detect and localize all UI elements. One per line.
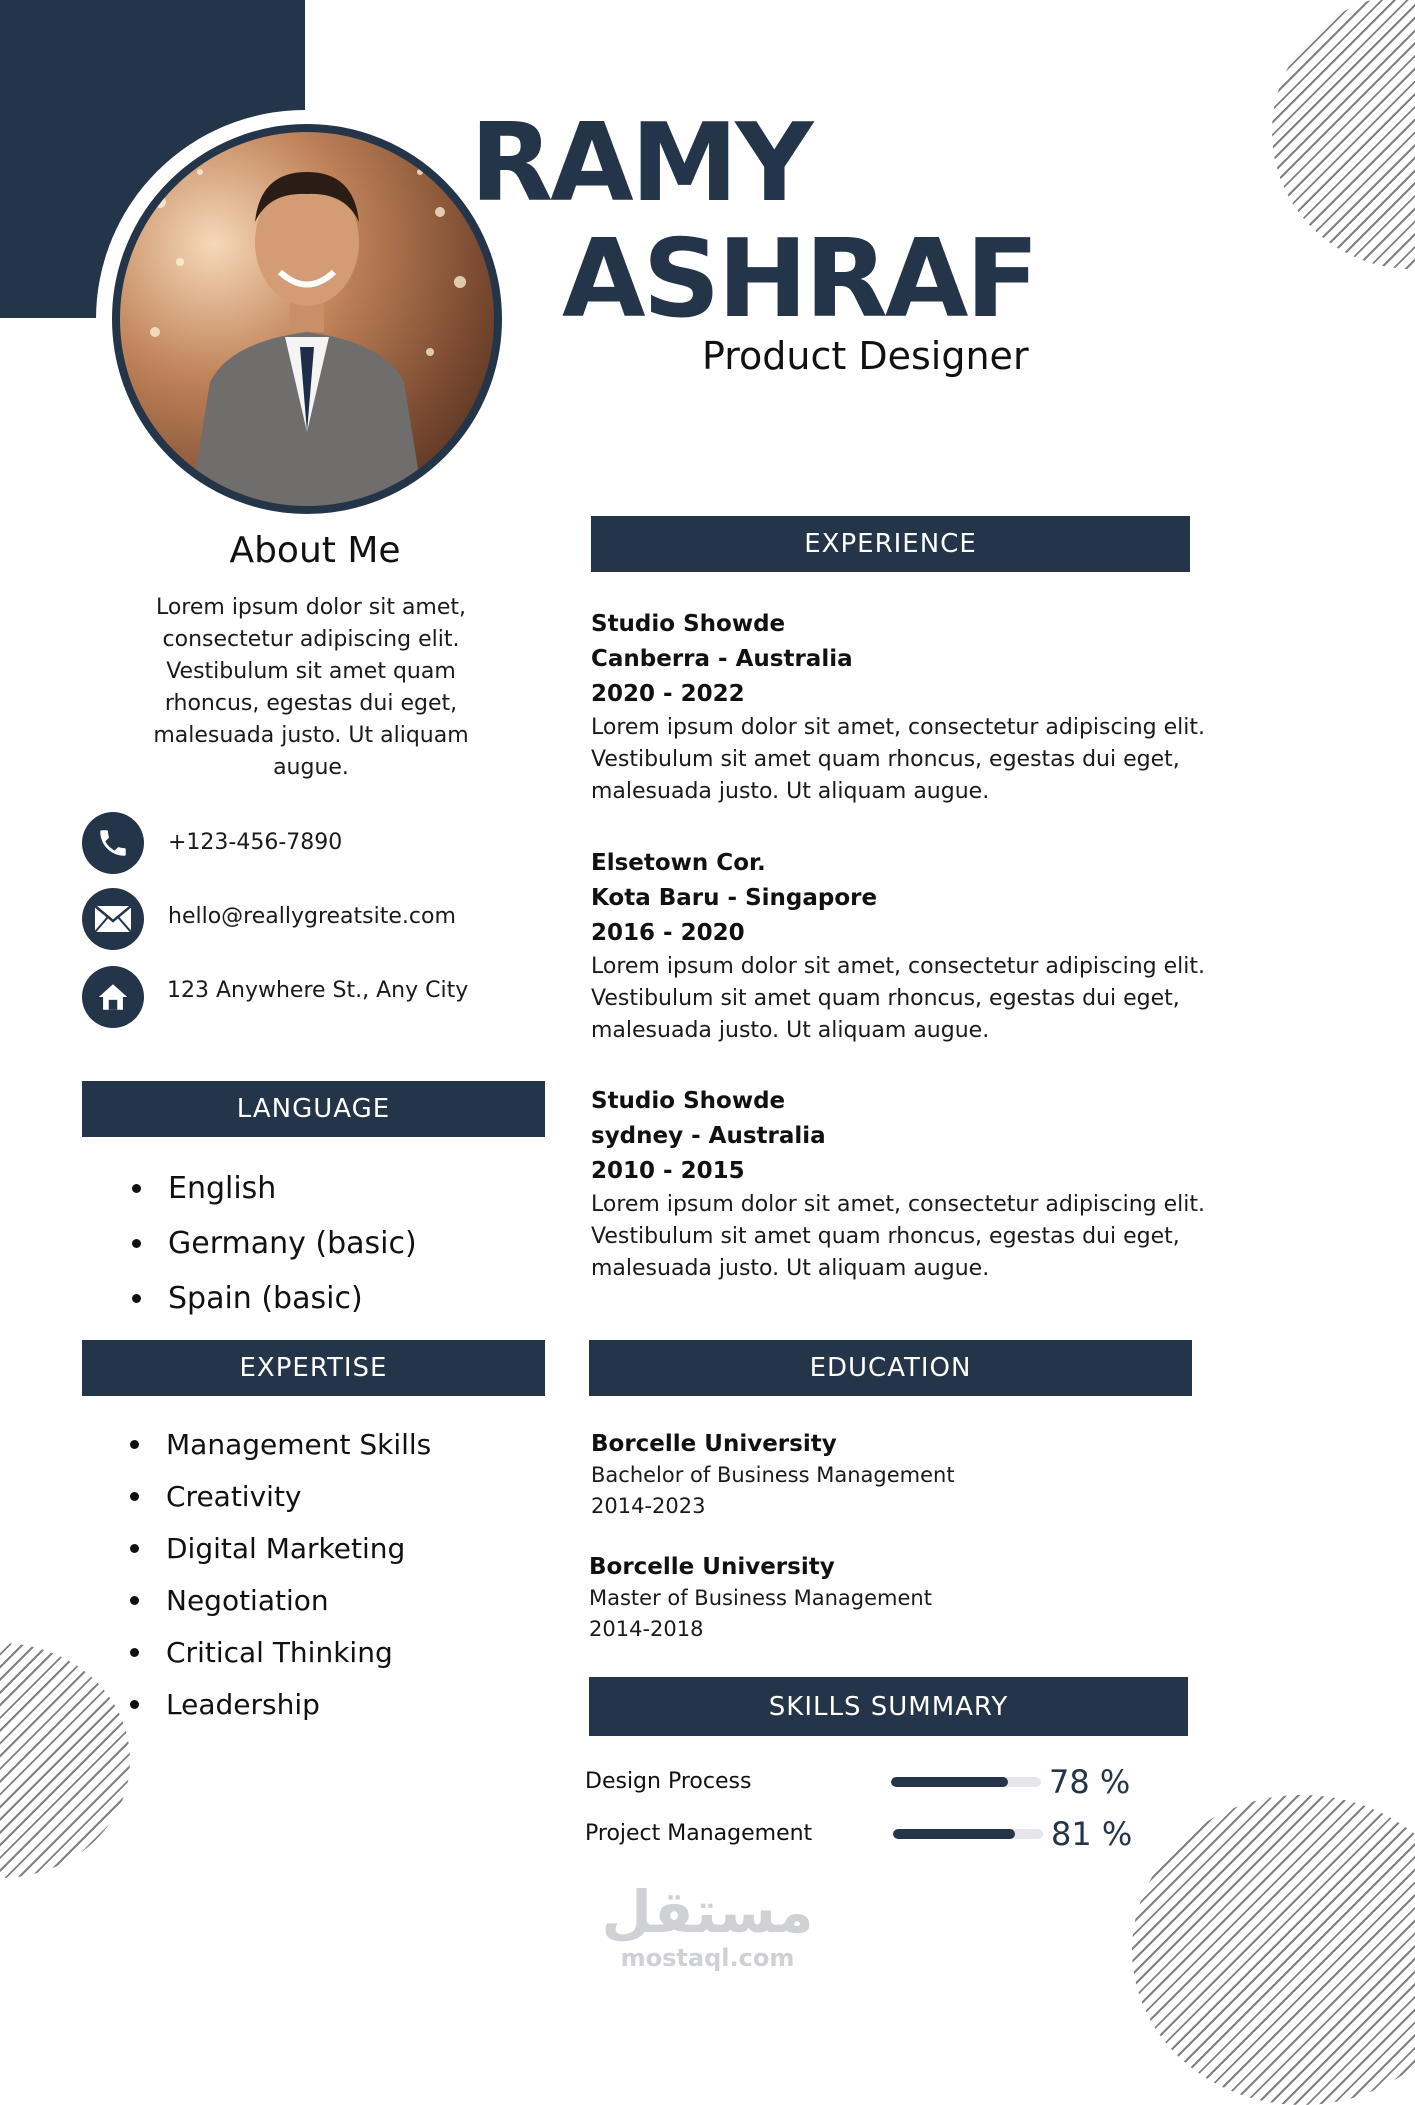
watermark-logo: مستقل bbox=[601, 1878, 814, 1946]
contact-address: 123 Anywhere St., Any City bbox=[167, 978, 469, 1003]
experience-entry-1 bbox=[591, 607, 1231, 808]
hatched-circle-bottom-left bbox=[0, 1643, 130, 1878]
phone-icon bbox=[82, 812, 144, 874]
watermark-url: mostaql.com bbox=[620, 1944, 795, 1972]
education-entry-2 bbox=[589, 1551, 932, 1645]
language-bar bbox=[82, 1081, 545, 1137]
education-years: 2014-2023 bbox=[591, 1494, 706, 1518]
job-years: 2010 - 2015 bbox=[591, 1158, 745, 1184]
job-years: 2016 - 2020 bbox=[591, 920, 745, 946]
education-school: Borcelle University bbox=[589, 1554, 835, 1580]
skill-percent: 81 % bbox=[1051, 1815, 1133, 1853]
education-bar bbox=[589, 1340, 1192, 1396]
about-heading: About Me bbox=[229, 530, 401, 571]
job-description-line: Lorem ipsum dolor sit amet, consectetur adipiscing elit. bbox=[591, 954, 1205, 979]
job-description bbox=[591, 951, 1231, 1047]
job-description-line: malesuada justo. Ut aliquam augue. bbox=[591, 1256, 990, 1281]
skill-fill bbox=[891, 1777, 1008, 1787]
job-description-line: Vestibulum sit amet quam rhoncus, egestas dui eget, bbox=[591, 986, 1180, 1011]
education-heading: EDUCATION bbox=[809, 1353, 972, 1383]
job-location: Kota Baru - Singapore bbox=[591, 885, 878, 911]
list-item: Germany (basic) bbox=[132, 1216, 417, 1271]
job-location: sydney - Australia bbox=[591, 1123, 826, 1149]
about-line: malesuada justo. Ut aliquam bbox=[153, 723, 469, 748]
about-line: Vestibulum sit amet quam bbox=[166, 659, 456, 684]
hatched-circle-top-right bbox=[1272, 0, 1415, 269]
list-item: English bbox=[132, 1161, 417, 1216]
skill-track bbox=[891, 1777, 1041, 1787]
education-school: Borcelle University bbox=[591, 1431, 837, 1457]
experience-entry-2 bbox=[591, 846, 1231, 1047]
skill-fill bbox=[893, 1829, 1015, 1839]
education-degree: Bachelor of Business Management bbox=[591, 1463, 955, 1487]
about-line: consectetur adipiscing elit. bbox=[162, 627, 460, 652]
language-list bbox=[132, 1161, 417, 1326]
name-block bbox=[470, 101, 1050, 226]
job-company: Studio Showde bbox=[591, 611, 786, 637]
experience-heading: EXPERIENCE bbox=[804, 529, 977, 559]
job-description bbox=[591, 1189, 1231, 1285]
about-line: augue. bbox=[273, 755, 349, 780]
job-description-line: Lorem ipsum dolor sit amet, consectetur adipiscing elit. bbox=[591, 715, 1205, 740]
job-description-line: malesuada justo. Ut aliquam augue. bbox=[591, 779, 990, 804]
profile-photo bbox=[112, 124, 502, 514]
language-heading: LANGUAGE bbox=[236, 1094, 391, 1124]
list-item: Management Skills bbox=[130, 1419, 431, 1471]
skills-bar bbox=[589, 1677, 1188, 1736]
job-description-line: Vestibulum sit amet quam rhoncus, egestas dui eget, bbox=[591, 1224, 1180, 1249]
list-item: Digital Marketing bbox=[130, 1523, 431, 1575]
skills-heading: SKILLS SUMMARY bbox=[768, 1691, 1009, 1722]
job-description bbox=[591, 712, 1231, 808]
last-name-wrap bbox=[562, 217, 1082, 342]
first-name: RAMY bbox=[470, 101, 811, 226]
skill-percent: 78 % bbox=[1049, 1763, 1131, 1801]
job-description-line: malesuada justo. Ut aliquam augue. bbox=[591, 1018, 990, 1043]
education-degree: Master of Business Management bbox=[589, 1586, 932, 1610]
home-icon bbox=[82, 966, 144, 1028]
list-item: Spain (basic) bbox=[132, 1271, 417, 1326]
list-item: Leadership bbox=[130, 1679, 431, 1731]
experience-bar bbox=[591, 516, 1190, 572]
expertise-heading: EXPERTISE bbox=[239, 1353, 388, 1383]
job-description-line: Lorem ipsum dolor sit amet, consectetur adipiscing elit. bbox=[591, 1192, 1205, 1217]
expertise-list bbox=[130, 1419, 431, 1731]
job-company: Elsetown Cor. bbox=[591, 850, 766, 876]
list-item: Negotiation bbox=[130, 1575, 431, 1627]
last-name: ASHRAF bbox=[562, 217, 1037, 342]
skill-track bbox=[893, 1829, 1043, 1839]
about-text bbox=[0, 592, 622, 784]
expertise-bar bbox=[82, 1340, 545, 1396]
list-item: Critical Thinking bbox=[130, 1627, 431, 1679]
job-years: 2020 - 2022 bbox=[591, 681, 745, 707]
job-company: Studio Showde bbox=[591, 1088, 786, 1114]
contact-email[interactable]: hello@reallygreatsite.com bbox=[168, 904, 456, 929]
skill-label: Project Management bbox=[585, 1821, 813, 1846]
hatched-circle-bottom-right bbox=[1132, 1795, 1415, 2105]
list-item: Creativity bbox=[130, 1471, 431, 1523]
about-line: Lorem ipsum dolor sit amet, bbox=[155, 595, 467, 620]
contact-phone: +123-456-7890 bbox=[168, 830, 343, 855]
experience-entry-3 bbox=[591, 1084, 1231, 1285]
about-line: rhoncus, egestas dui eget, bbox=[164, 691, 458, 716]
education-years: 2014-2018 bbox=[589, 1617, 704, 1641]
job-title: Product Designer bbox=[702, 334, 1029, 378]
job-description-line: Vestibulum sit amet quam rhoncus, egestas dui eget, bbox=[591, 747, 1180, 772]
job-location: Canberra - Australia bbox=[591, 646, 853, 672]
email-icon bbox=[82, 888, 144, 950]
skill-label: Design Process bbox=[585, 1769, 752, 1794]
education-entry-1 bbox=[591, 1428, 955, 1522]
